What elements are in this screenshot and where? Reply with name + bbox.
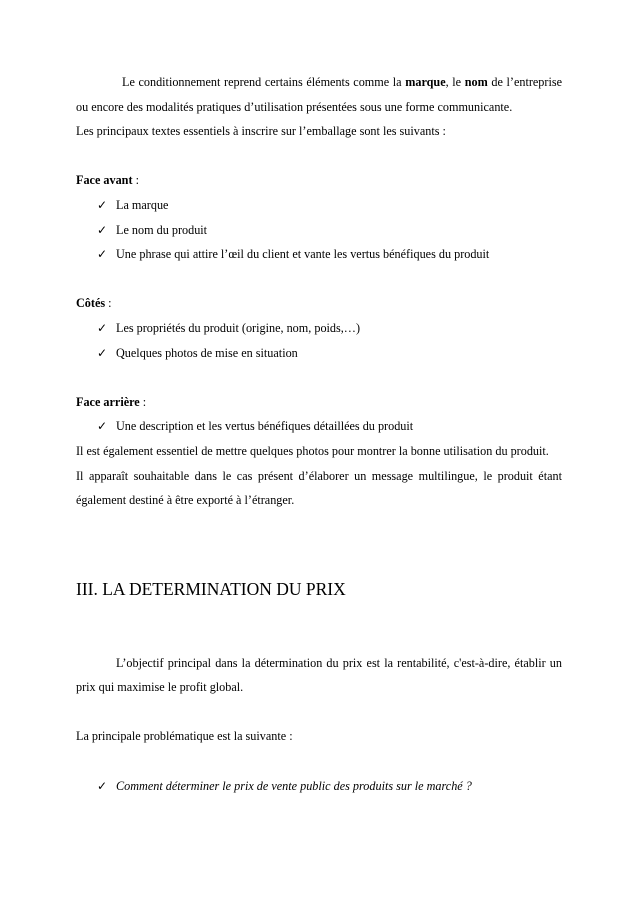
list-item: [97, 218, 562, 243]
list-item: [97, 774, 562, 799]
spacer: [76, 601, 562, 651]
intro-text-2: , le: [445, 75, 465, 89]
list-item-text: Le nom du produit: [116, 222, 208, 237]
list-item-text: Quelques photos de mise en situation: [116, 345, 298, 360]
intro-bold-marque: marque: [405, 75, 446, 89]
face-avant-label: Face avant: [76, 173, 133, 188]
face-avant-list: [76, 193, 562, 267]
cotes-colon: :: [105, 296, 112, 311]
spacer: [76, 700, 562, 725]
spacer: [76, 144, 562, 169]
list-item: [97, 414, 562, 439]
face-arriere-label: Face arrière: [76, 394, 140, 409]
photos-paragraph: Il est également essentiel de mettre quelques photos pour montrer la bonne utilisation du produit.: [76, 443, 549, 458]
face-arriere-list: [76, 414, 562, 439]
cotes-heading: [76, 291, 562, 316]
cotes-list: [76, 316, 562, 365]
list-item: [97, 242, 562, 267]
intro-text-1: Le conditionnement reprend certains éléments comme la: [122, 75, 406, 89]
multilingue-paragraph: Il apparaît souhaitable dans le cas présent d’élaborer un message multilingue, le produit étant également destiné à être exporté à l’étranger.: [76, 468, 562, 508]
check-mark-icon: ✓: [97, 345, 108, 360]
face-arriere-colon: :: [139, 394, 147, 409]
list-item-text: Une phrase qui attire l’œil du client et vante les vertus bénéfiques du produit: [116, 247, 490, 262]
question-text: Comment déterminer le prix de vente public des produits sur le marché ?: [116, 778, 472, 793]
problematique-paragraph: La principale problématique est la suivante :: [76, 729, 293, 744]
spacer: [76, 749, 562, 774]
section-title: III. LA DETERMINATION DU PRIX: [76, 578, 346, 599]
intro-text-3: de l’entreprise ou encore des modalités pratiques d’utilisation présentées sous une forme communicante.: [76, 75, 562, 114]
check-mark-icon: ✓: [97, 778, 108, 793]
face-avant-heading: [76, 168, 562, 193]
document-page: [76, 70, 562, 798]
list-item-text: Une description et les vertus bénéfiques détaillées du produit: [116, 419, 414, 434]
check-mark-icon: ✓: [97, 247, 108, 262]
spacer: [76, 563, 562, 577]
check-mark-icon: ✓: [97, 419, 108, 434]
cotes-label: Côtés: [76, 296, 106, 311]
question-list: [76, 774, 562, 799]
list-item: [97, 341, 562, 366]
check-mark-icon: ✓: [97, 197, 108, 212]
intro-bold-nom: nom: [464, 75, 488, 89]
objectif-paragraph: L’objectif principal dans la détermination du prix est la rentabilité, c'est-à-dire, établir un prix qui maximise le profit global.: [76, 655, 562, 695]
list-item: [97, 193, 562, 218]
list-item-text: La marque: [116, 197, 169, 212]
face-avant-colon: :: [132, 173, 139, 188]
check-mark-icon: ✓: [97, 222, 108, 237]
intro-line-2: Les principaux textes essentiels à inscrire sur l’emballage sont les suivants :: [76, 124, 446, 139]
check-mark-icon: ✓: [97, 320, 108, 335]
spacer: [76, 267, 562, 292]
spacer: [76, 513, 562, 563]
list-item: [97, 316, 562, 341]
face-arriere-heading: [76, 390, 562, 415]
intro-paragraph: [76, 70, 562, 119]
spacer: [76, 365, 562, 390]
list-item-text: Les propriétés du produit (origine, nom, poids,…): [116, 320, 361, 335]
